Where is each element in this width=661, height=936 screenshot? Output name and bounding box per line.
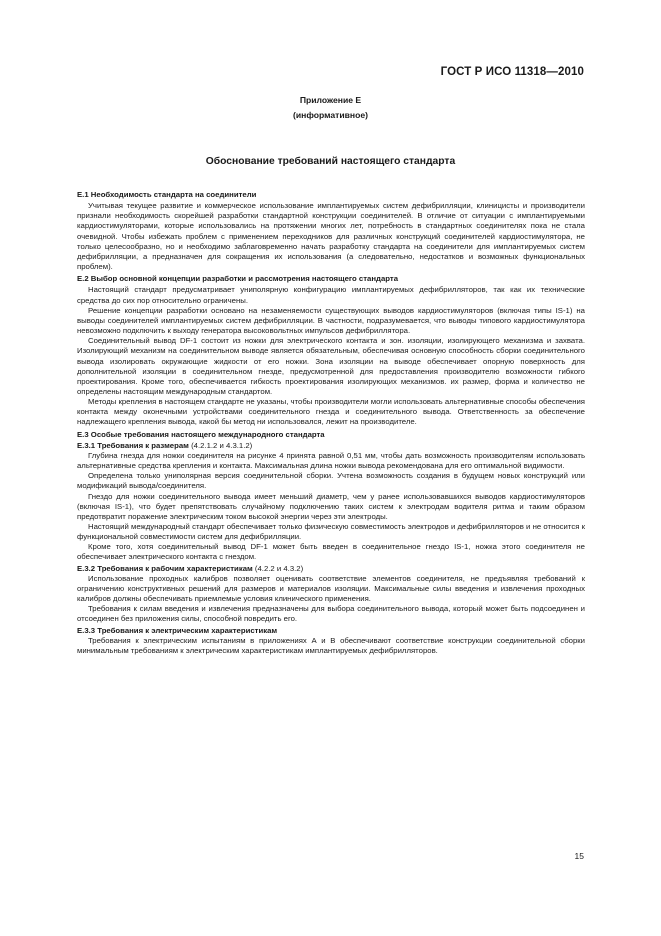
- paragraph: Настоящий стандарт предусматривает униполярную конфигурацию имплантируемых дефибрилляторов, так как их технические средства до сих пор относительно ограничены.: [77, 285, 585, 305]
- paragraph: Использование проходных калибров позволяет оценивать соответствие элементов соединителя, не предъявляя требований к ограничению конструктивных решений для размеров и материалов изоляции. Максимальные силы введения и извлечения проходных калибров должны обеспечивать приемлемые условия клинического применения.: [77, 573, 585, 604]
- paragraph: Глубина гнезда для ножки соединителя на рисунке 4 принята равной 0,51 мм, чтобы дать возможность производителям использовать альтернативные средства крепления и контакта. Максимальная длина ножки вывода рекомендована для его оптимальной видимости.: [77, 450, 585, 471]
- subsection-title: Е.3.1 Требования к размерам: [77, 440, 189, 450]
- paragraph: Требования к силам введения и извлечения предназначены для выбора соединительного вывода, который может быть подсоединен и отсоединен без приложения силы, способной повредить его.: [77, 604, 585, 624]
- appendix-heading: [0, 93, 661, 123]
- page-number: 15: [574, 851, 584, 861]
- standard-header: ГОСТ Р ИСО 11318—2010: [440, 66, 584, 78]
- section-heading-e3: Е.3 Особые требования настоящего международного стандарта: [77, 429, 325, 439]
- body-text: [77, 188, 585, 656]
- section-heading-e1: Е.1 Необходимость стандарта на соединители: [77, 190, 257, 199]
- subsection-ref: (4.2.1.2 и 4.3.1.2): [191, 440, 253, 450]
- paragraph: Требования к электрическим испытаниям в приложениях А и В обеспечивают соответствие конструкции соединительной сборки минимальным требованиям к электрическим характеристикам имплантируемых дефибрилляторов.: [77, 635, 585, 655]
- subsection-title: Е.3.3 Требования к электрическим характеристикам: [77, 625, 278, 635]
- subsection-heading-e3-2: [77, 564, 585, 574]
- paragraph: Определена только униполярная версия соединительной сборки. Учтена возможность создания в будущем новых конструкций или модификаций вывода/соединителя.: [77, 471, 585, 491]
- subsection-heading-e3-1: [77, 441, 585, 451]
- paragraph: Настоящий международный стандарт обеспечивает только физическую совместимость электродов и дефибрилляторов и не относится к функциональной совместимости систем для дефибрилляции.: [77, 522, 585, 542]
- paragraph: Соединительный вывод DF-1 состоит из ножки для электрического контакта и зон. изоляции, изолирующего механизма и захвата. Изолирующий механизм на соединительном выводе является обязательным, обеспечивая основную способность сборки соединительного вывода изолировать окружающие жидкости от его ножки. Зона изоляции на выводе обеспечивает опорную поверхность для дополнительной изоляции в соединительном гнезде, предусмотренной для предоставления производителю возможности гибкого проектирования. Кроме того, обеспечивается гибкость проектирования изолирующих механизмов. их размер, форма и количество не определены настоящим международным стандартом.: [77, 336, 585, 396]
- paragraph: Гнездо для ножки соединительного вывода имеет меньший диаметр, чем у ранее использовавшихся выводов кардиостимуляторов (включая IS-1), что будет препятствовать случайному подключению таких систем к электродам водителя ритма и таким образом предотвратит поражение электрическим током высокой энергии через эти электроды.: [77, 491, 585, 521]
- section-heading-e2: Е.2 Выбор основной концепции разработки и рассмотрения настоящего стандарта: [77, 274, 399, 284]
- paragraph: Кроме того, хотя соединительный вывод DF-1 может быть введен в соединительное гнездо IS-1, ножка этого соединителя не обеспечивает электрического контакта с гнездом.: [77, 542, 585, 562]
- paragraph: Методы крепления в настоящем стандарте не указаны, чтобы производители могли использовать альтернативные способы обеспечения контакта между оконечными устройствами соединительного гнезда и соединительного вывода. Ответственность за обеспечение надлежащего крепления вывода, какой бы метод ни использовался, лежит на производителе.: [77, 397, 585, 427]
- paragraph: Учитывая текущее развитие и коммерческое использование имплантируемых систем дефибрилляции, клиницисты и производители признали необходимость скорейшей разработки стандартной конструкции соединителей. В отличие от ситуации с имплантируемыми кардиостимуляторами, которые использовались на протяжении многих лет, потребность в стандартных соединителях пока не стала очевидной. Чтобы избежать проблем с применением переходников для различных конструкций соединителей кардиостимулятора, не только целесообразно, но и необходимо заблаговременно начать разработку стандарта на соединители для имплантируемых систем дефибрилляции, а предназначен для сокращения их использования (а следовательно, недостатков и возможных функциональных проблем).: [77, 201, 585, 272]
- subsection-title: Е.3.2 Требования к рабочим характеристикам: [77, 563, 253, 573]
- appendix-title: Приложение Е: [299, 95, 362, 105]
- appendix-type: (информативное): [292, 110, 368, 120]
- document-title: Обоснование требований настоящего стандарта: [205, 156, 456, 167]
- paragraph: Решение концепции разработки основано на незаменяемости существующих выводов кардиостимуляторов (включая типы IS-1) на выводы соединителей имплантируемых систем дефибрилляции. В частности, подразумевается, что выводы типового кардиостимулятора невозможно подключить к выходу генератора высоковольтных импульсов дефибриллятора.: [77, 305, 585, 336]
- subsection-ref: (4.2.2 и 4.3.2): [254, 563, 304, 573]
- subsection-heading-e3-3: [77, 626, 585, 636]
